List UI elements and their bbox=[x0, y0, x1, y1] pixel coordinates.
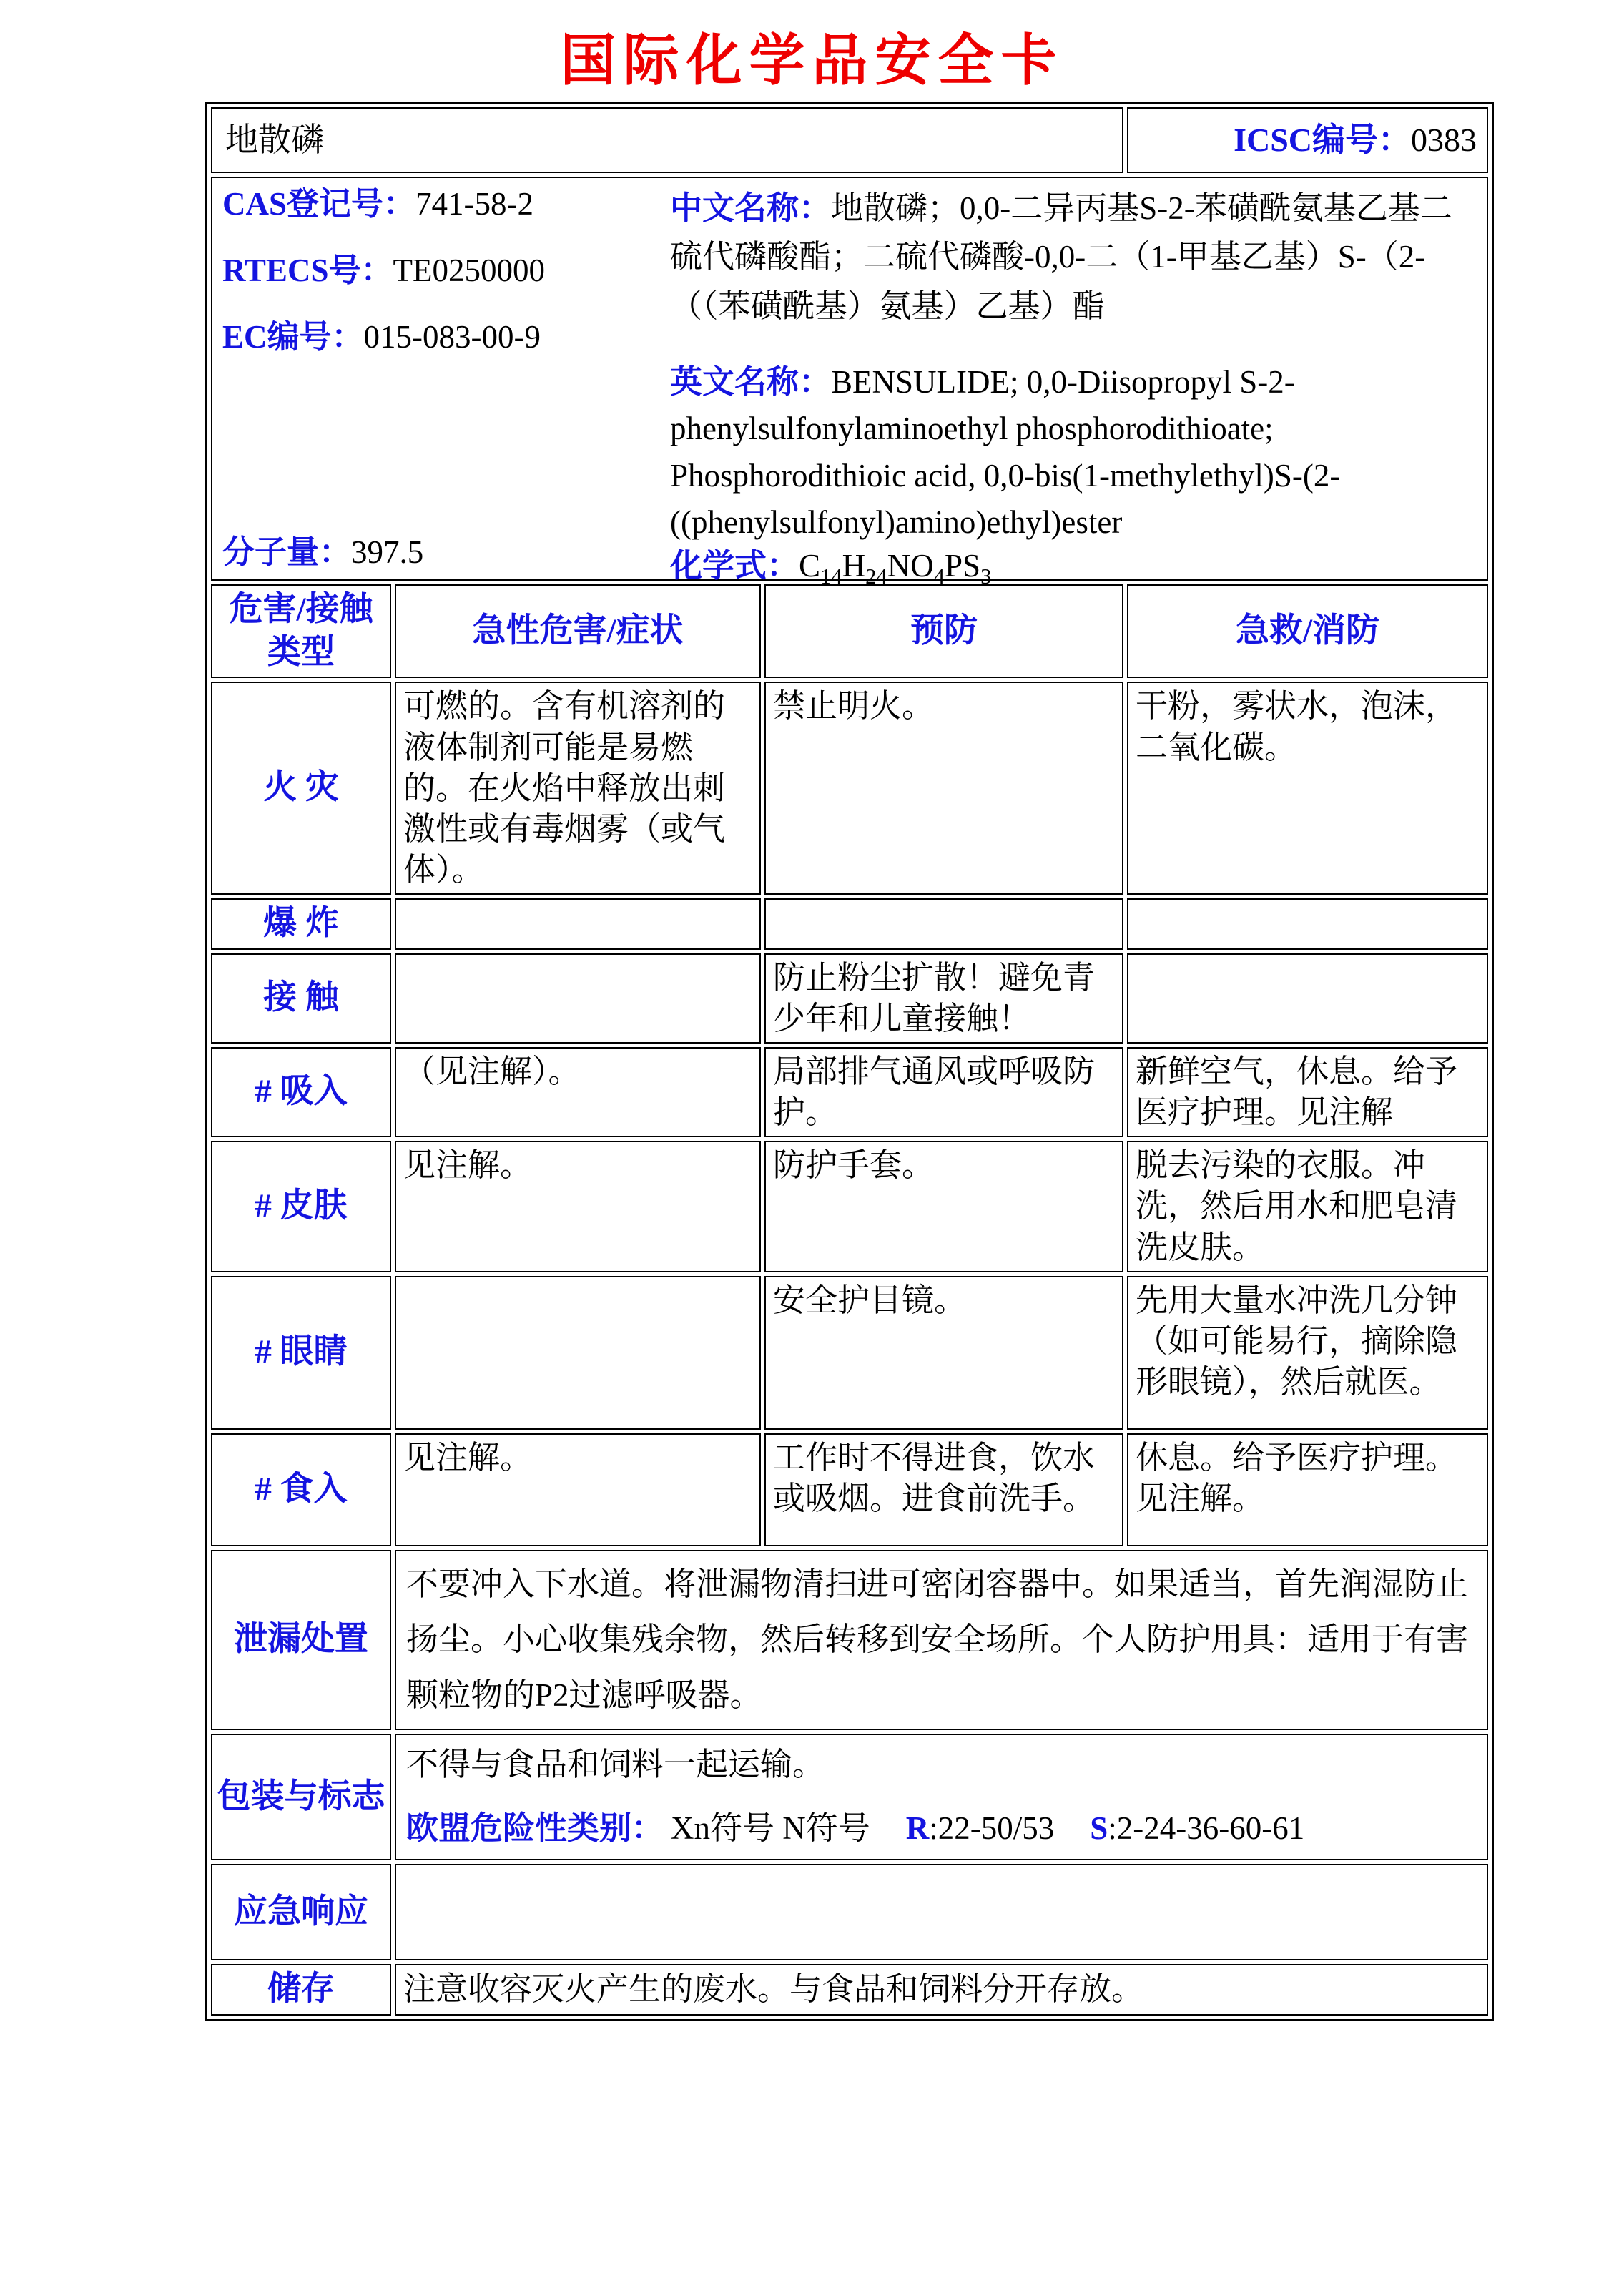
r-phrases-label: R bbox=[905, 1810, 930, 1847]
safety-card-table bbox=[205, 102, 1494, 2021]
rtecs-value: TE0250000 bbox=[393, 252, 545, 289]
identifiers-layout bbox=[220, 181, 1480, 589]
header-acute-hazards: 急性危害/症状 bbox=[395, 584, 761, 678]
skin-prevention: 防护手套。 bbox=[764, 1141, 1123, 1272]
registry-numbers-block bbox=[220, 181, 656, 573]
header-hazard-type: 危害/接触 类型 bbox=[211, 584, 391, 678]
fire-prevention: 禁止明火。 bbox=[764, 682, 1123, 895]
cas-line bbox=[222, 184, 656, 225]
packaging-transport-line: 不得与食品和饲料一起运输。 bbox=[406, 1746, 825, 1782]
fire-symptoms: 可燃的。含有机溶剂的液体制剂可能是易燃的。在火焰中释放出刺激性或有毒烟雾（或气体）。 bbox=[395, 682, 761, 895]
molecular-weight-label: 分子量： bbox=[222, 534, 352, 570]
icsc-label: ICSC编号： bbox=[1234, 121, 1412, 158]
hazard-header-row bbox=[211, 584, 1488, 678]
chemical-formula-value: $C_{14}H_{24}NO_4PS_3$ bbox=[799, 548, 992, 589]
inhalation-prevention: 局部排气通风或呼吸防护。 bbox=[764, 1047, 1123, 1137]
row-ingestion bbox=[211, 1433, 1488, 1546]
spill-label: 泄漏处置 bbox=[211, 1550, 391, 1730]
explosion-symptoms bbox=[395, 898, 761, 950]
ingestion-label: # 食入 bbox=[211, 1433, 391, 1546]
storage-text: 注意收容灭火产生的废水。与食品和饲料分开存放。 bbox=[395, 1964, 1488, 2016]
cas-value: 741-58-2 bbox=[415, 186, 534, 222]
eyes-prevention: 安全护目镜。 bbox=[764, 1276, 1123, 1430]
english-name-paragraph bbox=[670, 359, 1477, 546]
row-inhalation bbox=[211, 1047, 1488, 1137]
molecular-weight-line bbox=[222, 532, 656, 573]
chemical-formula-line bbox=[670, 546, 1477, 591]
eu-symbols: Xn符号 N符号 bbox=[671, 1810, 870, 1847]
skin-first-aid: 脱去污染的衣服。冲洗，然后用水和肥皂清洗皮肤。 bbox=[1127, 1141, 1488, 1272]
row-fire bbox=[211, 682, 1488, 895]
eu-classification-line bbox=[406, 1805, 1477, 1853]
ingestion-prevention: 工作时不得进食，饮水或吸烟。进食前洗手。 bbox=[764, 1433, 1123, 1546]
molecular-weight-value: 397.5 bbox=[351, 534, 424, 570]
ingestion-first-aid: 休息。给予医疗护理。见注解。 bbox=[1127, 1433, 1488, 1546]
eyes-symptoms bbox=[395, 1276, 761, 1430]
inhalation-symptoms: （见注解）。 bbox=[395, 1047, 761, 1137]
fire-label: 火 灾 bbox=[211, 682, 391, 895]
chinese-name-value: 地散磷；0,0-二异丙基S-2-苯磺酰氨基乙基二硫代磷酸酯；二硫代磷酸-0,0-二（1-甲基乙基）S-（2-（（苯磺酰基）氨基）乙基）酯 bbox=[670, 190, 1452, 324]
emergency-label: 应急响应 bbox=[211, 1864, 391, 1960]
packaging-content bbox=[395, 1734, 1488, 1860]
ec-line bbox=[222, 317, 656, 358]
storage-label: 储存 bbox=[211, 1964, 391, 2016]
contact-prevention: 防止粉尘扩散！避免青少年和儿童接触！ bbox=[764, 953, 1123, 1044]
row-packaging-labelling bbox=[211, 1734, 1488, 1860]
page-title: 国际化学品安全卡 bbox=[560, 29, 1064, 92]
icsc-value: 0383 bbox=[1411, 121, 1477, 158]
header-row bbox=[211, 107, 1488, 173]
row-spill-disposal bbox=[211, 1550, 1488, 1730]
ec-label: EC编号： bbox=[222, 319, 364, 355]
cas-label: CAS登记号： bbox=[222, 186, 416, 222]
identifiers-row bbox=[211, 177, 1488, 581]
row-emergency-response bbox=[211, 1864, 1488, 1960]
icsc-number-cell bbox=[1127, 107, 1488, 173]
s-phrases-label: S bbox=[1090, 1810, 1108, 1847]
explosion-prevention bbox=[764, 898, 1123, 950]
rtecs-label: RTECS号： bbox=[222, 252, 393, 289]
names-block bbox=[656, 181, 1480, 589]
packaging-label: 包装与标志 bbox=[211, 1734, 391, 1860]
eyes-first-aid: 先用大量水冲洗几分钟（如可能易行，摘除隐形眼镜），然后就医。 bbox=[1127, 1276, 1488, 1430]
fire-first-aid: 干粉，雾状水，泡沫，二氧化碳。 bbox=[1127, 682, 1488, 895]
header-first-aid: 急救/消防 bbox=[1127, 584, 1488, 678]
skin-symptoms: 见注解。 bbox=[395, 1141, 761, 1272]
row-storage bbox=[211, 1964, 1488, 2016]
contact-first-aid bbox=[1127, 953, 1488, 1044]
inhalation-label: # 吸入 bbox=[211, 1047, 391, 1137]
chemical-formula-label: 化学式： bbox=[670, 548, 799, 584]
ingestion-symptoms: 见注解。 bbox=[395, 1433, 761, 1546]
s-phrases-value: :2-24-36-60-61 bbox=[1108, 1810, 1305, 1847]
ec-value: 015-083-00-9 bbox=[363, 319, 541, 355]
inhalation-first-aid: 新鲜空气，休息。给予医疗护理。见注解 bbox=[1127, 1047, 1488, 1137]
substance-name: 地散磷 bbox=[211, 107, 1123, 173]
contact-label: 接 触 bbox=[211, 953, 391, 1044]
skin-label: # 皮肤 bbox=[211, 1141, 391, 1272]
row-skin bbox=[211, 1141, 1488, 1272]
row-eyes bbox=[211, 1276, 1488, 1430]
contact-symptoms bbox=[395, 953, 761, 1044]
english-name-label: 英文名称： bbox=[670, 364, 832, 401]
chinese-name-label: 中文名称： bbox=[670, 190, 832, 226]
explosion-label: 爆 炸 bbox=[211, 898, 391, 950]
rtecs-line bbox=[222, 250, 656, 291]
eu-classification-label: 欧盟危险性类别： bbox=[406, 1810, 664, 1847]
english-name-value: BENSULIDE; 0,0-Diisopropyl S-2-phenylsulfonylaminoethyl phosphorodithioate; Phosphorodithioic acid, 0,0-bis(1-methylethyl)S-(2-((phenylsulfonyl)amino)ethyl)ester bbox=[670, 364, 1341, 540]
row-contact bbox=[211, 953, 1488, 1044]
explosion-first-aid bbox=[1127, 898, 1488, 950]
chinese-name-paragraph bbox=[670, 184, 1477, 330]
r-phrases-value: :22-50/53 bbox=[929, 1810, 1055, 1847]
header-prevention: 预防 bbox=[764, 584, 1123, 678]
eyes-label: # 眼睛 bbox=[211, 1276, 391, 1430]
identifiers-cell bbox=[211, 177, 1488, 589]
row-explosion bbox=[211, 898, 1488, 950]
spill-text: 不要冲入下水道。将泄漏物清扫进可密闭容器中。如果适当，首先润湿防止扬尘。小心收集残余物，然后转移到安全场所。个人防护用具：适用于有害颗粒物的P2过滤呼吸器。 bbox=[395, 1550, 1488, 1730]
emergency-text bbox=[395, 1864, 1488, 1960]
